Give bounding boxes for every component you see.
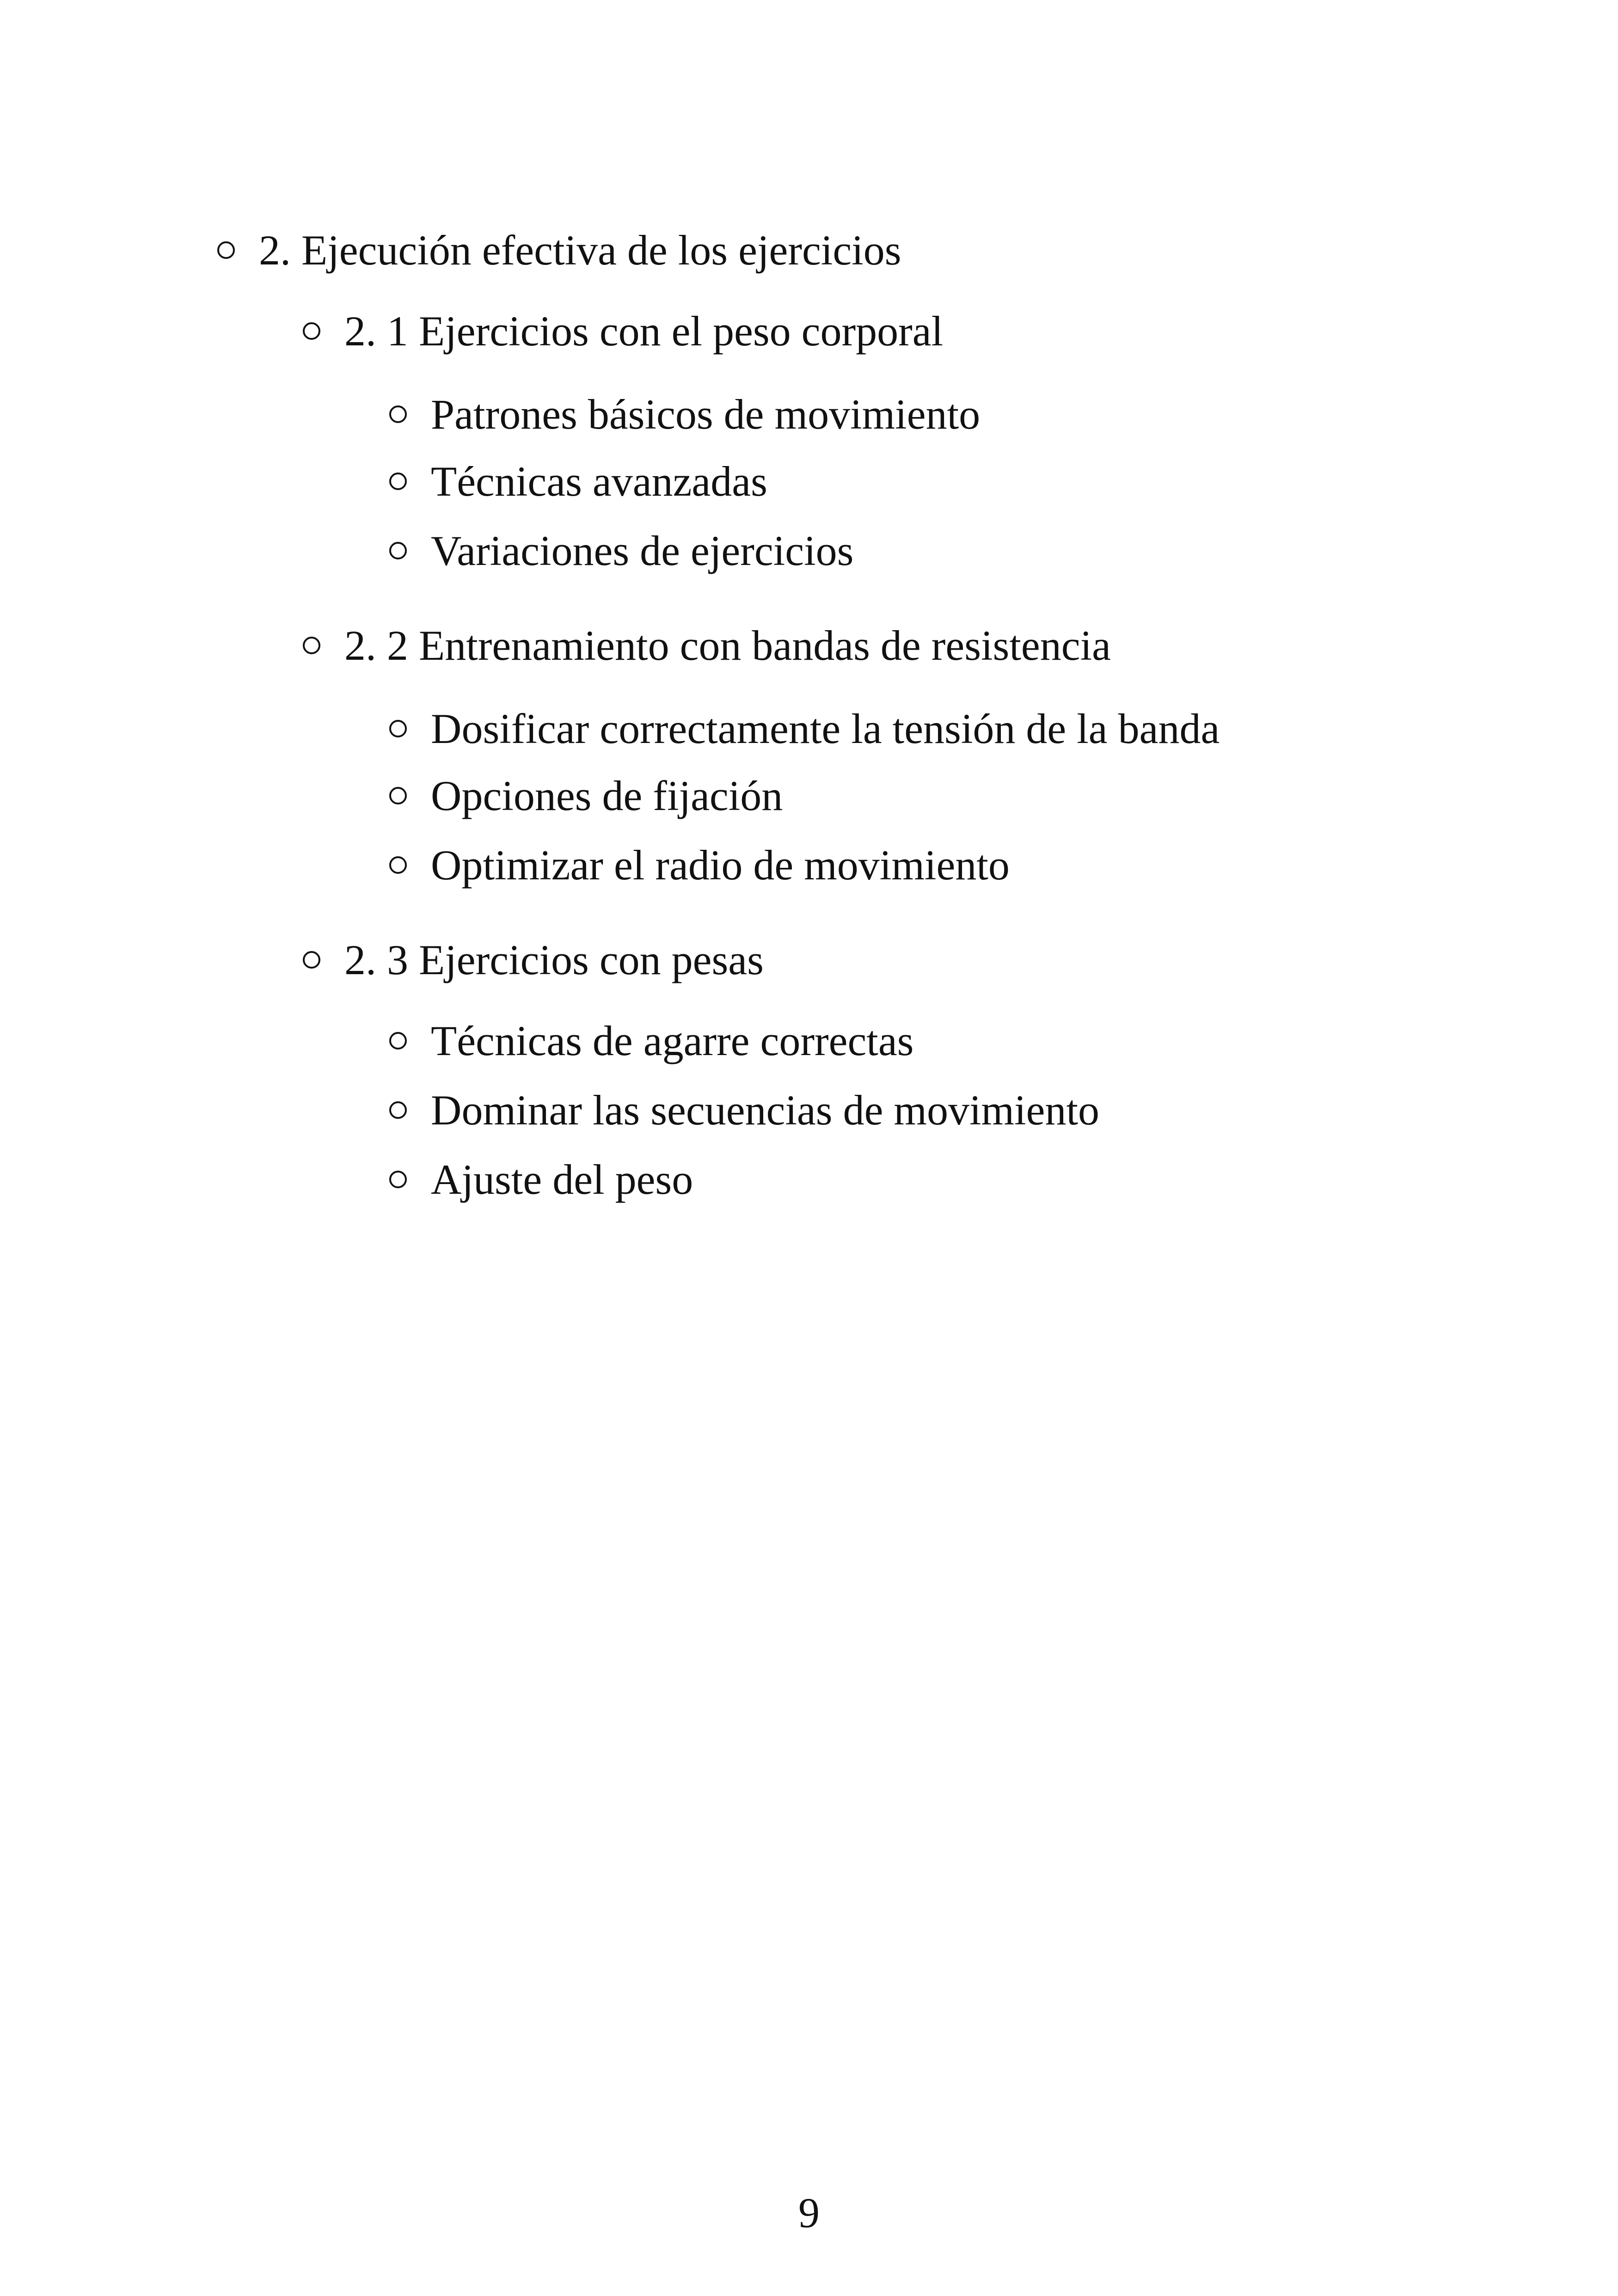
circle-bullet-icon (389, 1171, 407, 1188)
toc-subsection-title: 2. 3 Ejercicios con pesas (344, 936, 764, 983)
toc-item-label: Variaciones de ejercicios (431, 527, 854, 574)
toc-item (389, 460, 767, 503)
page-number: 9 (798, 2189, 820, 2236)
toc-item (389, 774, 783, 817)
toc-item (389, 841, 1010, 889)
toc-section (217, 227, 901, 274)
circle-bullet-icon (389, 473, 407, 490)
toc-item-label: Dominar las secuencias de movimiento (431, 1087, 1100, 1134)
toc-item (389, 529, 853, 572)
toc-item-label: Técnicas de agarre correctas (431, 1017, 914, 1064)
circle-bullet-icon (303, 322, 320, 340)
circle-bullet-icon (389, 542, 407, 559)
toc-subsection (303, 307, 944, 355)
circle-bullet-icon (389, 856, 407, 874)
toc-item-label: Optimizar el radio de movimiento (431, 841, 1010, 889)
toc-item (389, 393, 980, 436)
circle-bullet-icon (389, 787, 407, 804)
circle-bullet-icon (389, 1101, 407, 1119)
toc-subsection-title: 2. 2 Entrenamiento con bandas de resistencia (344, 622, 1111, 669)
toc-item (389, 1019, 913, 1062)
toc-item-label: Técnicas avanzadas (431, 458, 767, 505)
toc-subsection-title: 2. 1 Ejercicios con el peso corporal (344, 307, 944, 355)
toc-subsection (303, 936, 764, 983)
toc-item (389, 707, 1220, 750)
circle-bullet-icon (303, 637, 320, 654)
toc-item-label: Dosificar correctamente la tensión de la banda (431, 705, 1220, 752)
circle-bullet-icon (389, 720, 407, 737)
toc-subsection (303, 624, 1111, 667)
toc-item-label: Ajuste del peso (431, 1156, 693, 1203)
toc-section-title: 2. Ejecución efectiva de los ejercicios (259, 227, 901, 274)
circle-bullet-icon (217, 241, 235, 259)
circle-bullet-icon (389, 405, 407, 423)
toc-item-label: Opciones de fijación (431, 772, 783, 819)
toc-item (389, 1087, 1100, 1134)
toc-item (389, 1158, 693, 1201)
circle-bullet-icon (389, 1032, 407, 1050)
toc-item-label: Patrones básicos de movimiento (431, 391, 981, 438)
circle-bullet-icon (303, 951, 320, 969)
